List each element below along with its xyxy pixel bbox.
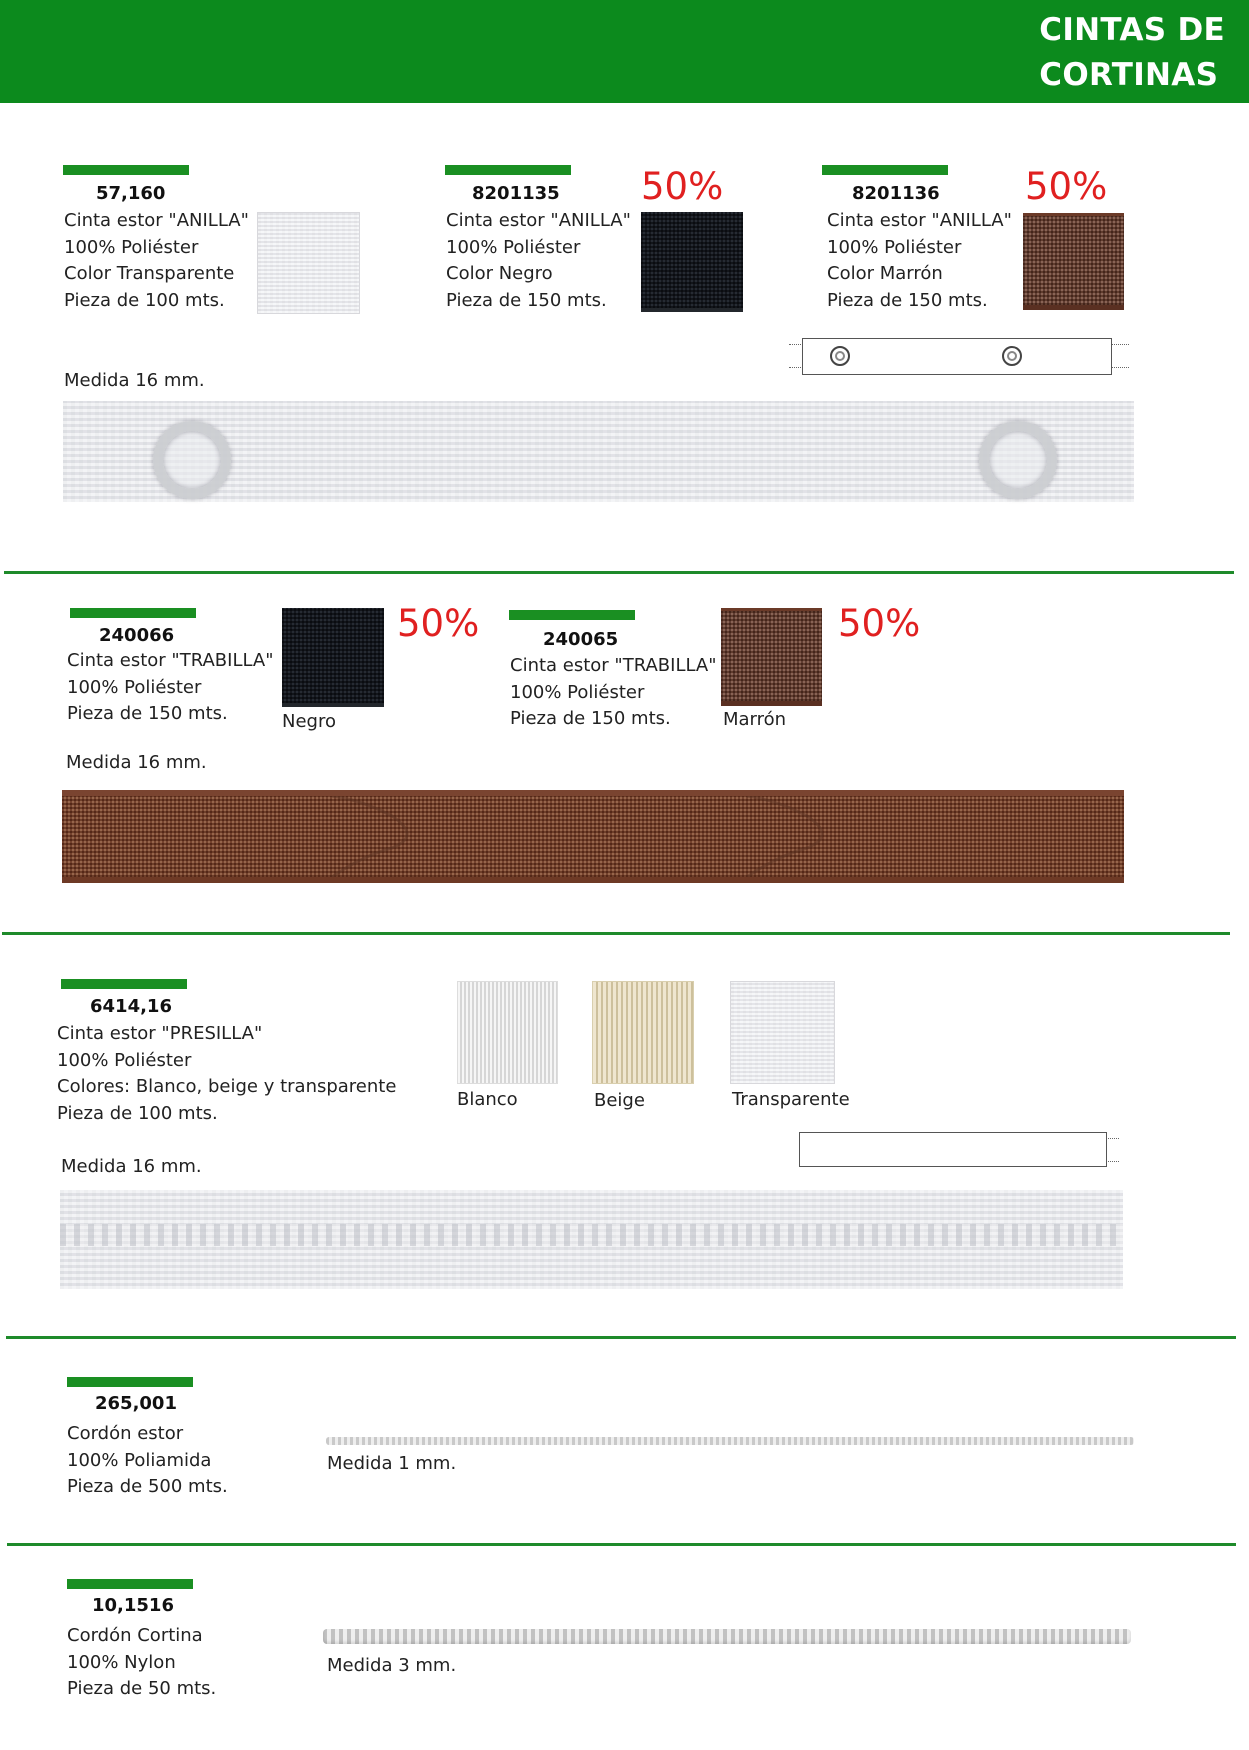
product-description: [67, 648, 274, 728]
product-desc-line: Pieza de 500 mts.: [67, 1476, 228, 1497]
loop-tape-sample: [62, 790, 1124, 883]
product-desc-line: Color Marrón: [827, 263, 943, 284]
product-code: 8201136: [852, 183, 940, 204]
swatch-brown: [721, 608, 822, 706]
product-accent-bar: [509, 610, 635, 620]
tape-pattern-band: [60, 1224, 1123, 1246]
presilla-tape-sample: [60, 1190, 1123, 1289]
product-accent-bar: [70, 608, 196, 618]
swatch-transparent: [257, 212, 360, 314]
product-desc-line: Color Negro: [446, 263, 553, 284]
product-accent-bar: [63, 165, 189, 175]
product-desc-line: Pieza de 150 mts.: [67, 703, 228, 724]
section-divider: [6, 1336, 1236, 1339]
measure-label: Medida 16 mm.: [64, 370, 205, 391]
product-desc-line: Cinta estor "ANILLA": [64, 210, 249, 231]
product-desc-line: 100% Poliéster: [67, 676, 202, 698]
product-desc-line: Pieza de 150 mts.: [510, 708, 671, 729]
product-desc-line: 100% Nylon: [67, 1651, 176, 1673]
swatch-transparent: [730, 981, 835, 1084]
product-accent-bar: [67, 1579, 193, 1589]
product-desc-line: Cordón Cortina: [67, 1625, 203, 1646]
product-desc-line: Pieza de 50 mts.: [67, 1678, 217, 1699]
product-code: 6414,16: [90, 996, 172, 1017]
product-accent-bar: [445, 165, 571, 175]
page-title: [1039, 8, 1225, 98]
product-desc-line: 100% Poliéster: [446, 236, 581, 258]
product-desc-line: Pieza de 100 mts.: [57, 1102, 218, 1124]
product-accent-bar: [822, 165, 948, 175]
product-desc-line: Color Transparente: [64, 263, 235, 284]
swatch-black: [282, 608, 384, 707]
ring-tape-sample: [63, 401, 1134, 502]
page-title-line2: CORTINAS: [1039, 57, 1219, 93]
cord-3mm-sample: [323, 1629, 1131, 1644]
swatch-white: [457, 981, 558, 1084]
product-code: 265,001: [95, 1393, 177, 1414]
product-code: 10,1516: [92, 1595, 174, 1616]
product-desc-line: Cinta estor "TRABILLA": [67, 650, 274, 671]
product-code: 57,160: [96, 183, 166, 204]
product-description: [827, 208, 1012, 314]
product-desc-line: Cinta estor "TRABILLA": [510, 655, 717, 676]
product-description: [67, 1623, 216, 1703]
product-desc-line: Cordón estor: [67, 1423, 184, 1444]
swatch-label: Transparente: [732, 1089, 850, 1110]
swatch-beige: [592, 981, 694, 1084]
section-divider: [4, 571, 1234, 574]
swatch-label: Negro: [282, 711, 336, 732]
product-accent-bar: [61, 979, 187, 989]
product-desc-line: Colores: Blanco, beige y transparente: [57, 1076, 397, 1097]
page-title-line1: CINTAS DE: [1039, 12, 1225, 48]
discount-badge: 50%: [1025, 165, 1108, 208]
swatch-black: [641, 212, 743, 312]
product-desc-line: Pieza de 100 mts.: [64, 289, 225, 311]
loop-pattern-icon: [62, 796, 1124, 877]
ring-icon: [153, 421, 231, 499]
measure-label: Medida 16 mm.: [66, 752, 207, 773]
discount-badge: 50%: [641, 165, 724, 208]
product-code: 8201135: [472, 183, 560, 204]
plain-tape-diagram: [799, 1132, 1107, 1167]
product-desc-line: Cinta estor "ANILLA": [446, 210, 631, 231]
discount-badge: 50%: [838, 602, 921, 645]
product-desc-line: 100% Poliéster: [57, 1049, 192, 1071]
measure-label: Medida 16 mm.: [61, 1156, 202, 1177]
measure-label: Medida 3 mm.: [327, 1655, 457, 1676]
product-description: [64, 208, 249, 314]
swatch-label: Marrón: [723, 709, 787, 730]
product-desc-line: 100% Poliéster: [64, 236, 199, 258]
product-description: [57, 1021, 396, 1127]
ring-icon: [979, 421, 1057, 499]
product-desc-line: Cinta estor "PRESILLA": [57, 1023, 263, 1044]
discount-badge: 50%: [397, 602, 480, 645]
swatch-label: Blanco: [457, 1089, 518, 1110]
eyelet-icon: [830, 346, 850, 366]
section-divider: [7, 1543, 1236, 1546]
product-description: [446, 208, 631, 314]
product-desc-line: 100% Poliamida: [67, 1449, 212, 1471]
cord-1mm-sample: [326, 1437, 1134, 1445]
section-divider: [2, 932, 1230, 935]
product-desc-line: Pieza de 150 mts.: [827, 289, 988, 311]
eyelet-icon: [1002, 346, 1022, 366]
product-desc-line: Cinta estor "ANILLA": [827, 210, 1012, 231]
product-desc-line: Pieza de 150 mts.: [446, 289, 607, 311]
product-accent-bar: [67, 1377, 193, 1387]
product-desc-line: 100% Poliéster: [510, 681, 645, 703]
product-description: [67, 1421, 228, 1501]
product-code: 240066: [99, 625, 175, 646]
swatch-brown: [1023, 213, 1124, 310]
eyelet-tape-diagram: [802, 338, 1112, 375]
measure-label: Medida 1 mm.: [327, 1453, 457, 1474]
swatch-label: Beige: [594, 1090, 645, 1111]
product-code: 240065: [543, 629, 619, 650]
product-description: [510, 653, 717, 733]
product-desc-line: 100% Poliéster: [827, 236, 962, 258]
